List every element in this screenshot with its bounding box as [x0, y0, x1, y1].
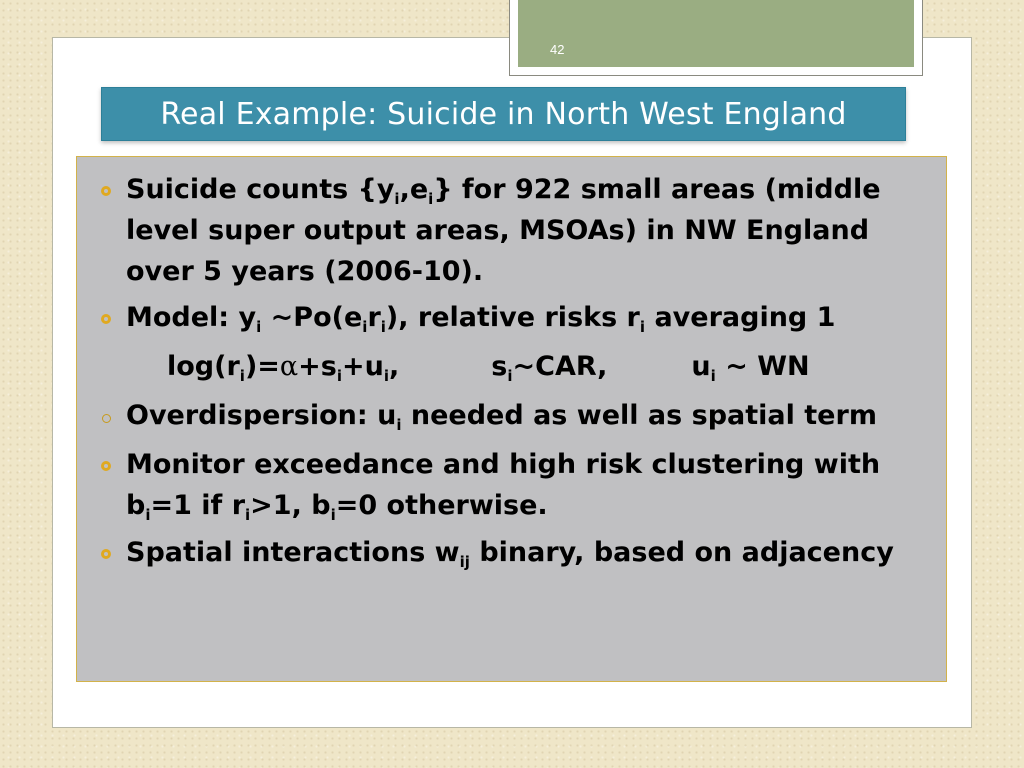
subscript: i	[639, 318, 646, 336]
text: ), relative risks r	[385, 302, 640, 333]
text: needed as well as spatial term	[401, 400, 877, 431]
text: ~Po(e	[261, 302, 363, 333]
bullet-ring-thin-icon	[97, 409, 115, 427]
subscript: i	[710, 367, 716, 385]
subscript: i	[396, 416, 402, 434]
bullet-ring-icon	[97, 182, 115, 200]
bullet-ring-icon	[97, 310, 115, 328]
text: =1 if r	[150, 490, 246, 521]
bullet-item-monitor	[126, 444, 934, 526]
slide-title: Real Example: Suicide in North West England	[160, 96, 847, 132]
page-number-tab-fill	[518, 0, 914, 67]
text: binary, based on adjacency	[469, 537, 894, 568]
title-bar	[101, 87, 906, 141]
text: u	[691, 351, 711, 382]
bullet-ring-icon	[97, 457, 115, 475]
text: s	[491, 351, 508, 382]
subscript: i	[245, 506, 251, 524]
text: ,	[389, 351, 400, 382]
text: ,e	[399, 174, 429, 205]
subscript: i	[428, 190, 434, 208]
subscript: i	[330, 506, 336, 524]
bullet-item-suicide-counts	[126, 169, 934, 292]
subscript: i	[394, 190, 400, 208]
subscript: i	[380, 318, 386, 336]
subscript: ij	[459, 553, 470, 571]
text: Spatial interactions w	[126, 537, 460, 568]
text: log(r	[167, 351, 240, 382]
subscript: i	[256, 318, 262, 336]
subscript: i	[145, 506, 151, 524]
bullet-item-spatial-interactions	[126, 532, 934, 573]
text: Model: y	[126, 302, 257, 333]
alpha-symbol: α	[279, 351, 299, 382]
text: )=	[244, 351, 280, 382]
text: +u	[342, 351, 384, 382]
bullet-item-overdispersion	[126, 395, 934, 436]
content-box	[76, 156, 947, 682]
subscript: i	[507, 367, 513, 385]
text: Suicide counts {y	[126, 174, 395, 205]
bullet-ring-icon	[97, 545, 115, 563]
text: =0 otherwise.	[335, 490, 548, 521]
text: ~CAR,	[512, 351, 608, 382]
text: +s	[298, 351, 337, 382]
text: Overdispersion: u	[126, 400, 397, 431]
subscript: i	[362, 318, 368, 336]
subscript: i	[336, 367, 343, 385]
text: r	[367, 302, 381, 333]
page-number-tab	[509, 0, 923, 76]
subscript: i	[383, 367, 390, 385]
model-formula	[167, 346, 810, 387]
text: >1, b	[250, 490, 331, 521]
bullet-item-model	[126, 297, 934, 338]
page-number: 42	[550, 42, 565, 57]
text: averaging 1	[645, 302, 836, 333]
text: Monitor exceedance and high risk clustering with b	[126, 449, 881, 521]
text: } for 922 small areas (middle level super output areas, MSOAs) in NW England over 5 years (2006-10).	[126, 174, 881, 287]
subscript: i	[239, 367, 245, 385]
text: ~ WN	[715, 351, 810, 382]
